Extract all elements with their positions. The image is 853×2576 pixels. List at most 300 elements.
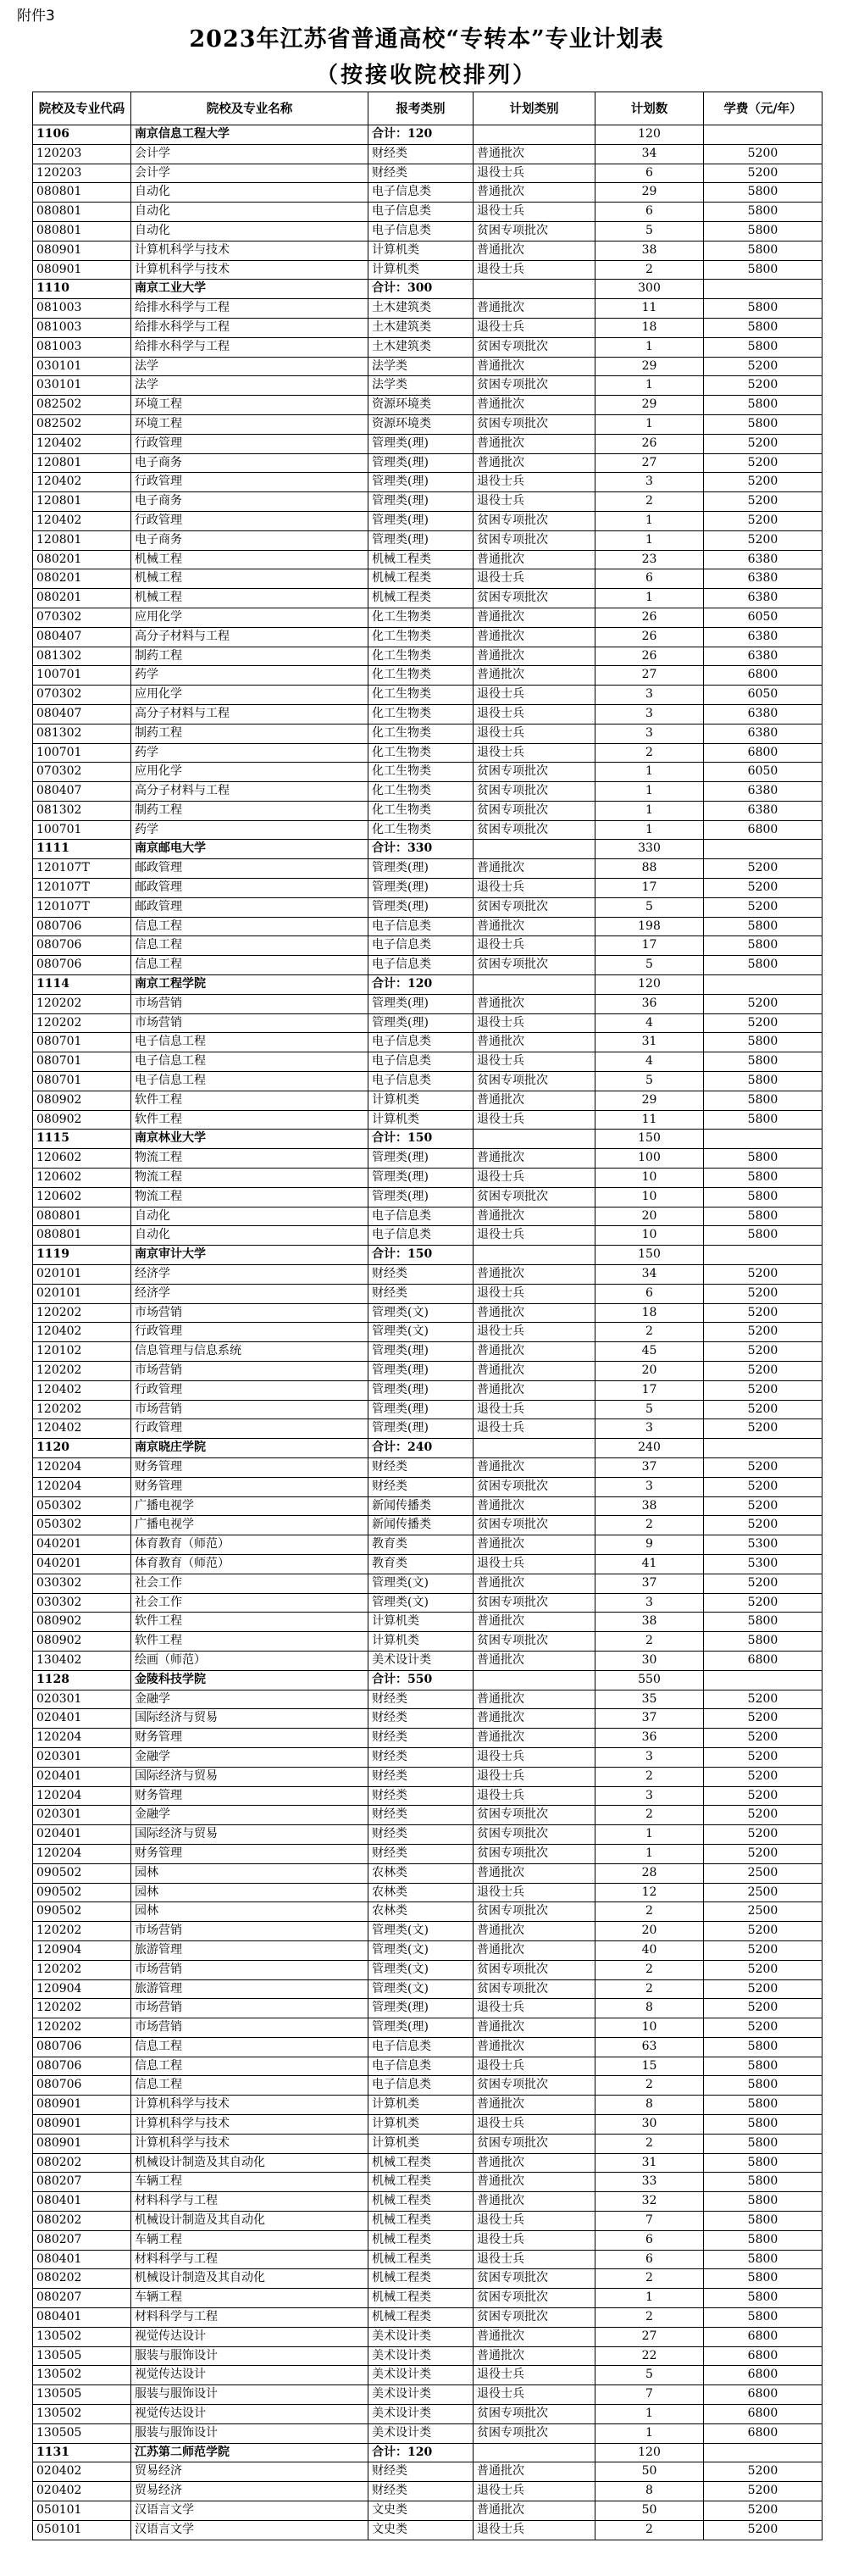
cell-name: 自动化 xyxy=(131,1207,368,1226)
cell-plan-count: 31 xyxy=(595,1033,704,1052)
cell-tuition: 5200 xyxy=(704,164,823,183)
cell-plan-type: 贫困专项批次 xyxy=(474,2423,595,2443)
cell-name: 材料科学与工程 xyxy=(131,2250,368,2269)
cell-name: 南京信息工程大学 xyxy=(131,125,368,145)
table-row xyxy=(33,724,823,743)
cell-name: 物流工程 xyxy=(131,1187,368,1207)
cell-code: 120204 xyxy=(33,1729,131,1748)
cell-tuition: 5800 xyxy=(704,2269,823,2289)
table-row xyxy=(33,164,823,183)
cell-plan-count: 41 xyxy=(595,1554,704,1574)
table-row xyxy=(33,1922,823,1941)
table-row xyxy=(33,376,823,396)
cell-tuition: 5200 xyxy=(704,1786,823,1806)
cell-category: 合计：240 xyxy=(368,1439,474,1458)
cell-name: 自动化 xyxy=(131,1226,368,1246)
cell-code: 080706 xyxy=(33,2057,131,2076)
cell-plan-count: 29 xyxy=(595,396,704,415)
cell-tuition: 5200 xyxy=(704,453,823,473)
table-row xyxy=(33,260,823,280)
cell-plan-count: 35 xyxy=(595,1690,704,1709)
cell-category: 电子信息类 xyxy=(368,1033,474,1052)
cell-category: 化工生物类 xyxy=(368,608,474,627)
cell-plan-type: 退役士兵 xyxy=(474,2520,595,2540)
cell-tuition: 5200 xyxy=(704,1729,823,1748)
table-row xyxy=(33,2192,823,2212)
cell-category: 合计：120 xyxy=(368,975,474,995)
cell-category: 电子信息类 xyxy=(368,2057,474,2076)
table-row xyxy=(33,1207,823,1226)
cell-code: 080401 xyxy=(33,2192,131,2212)
cell-plan-type: 普通批次 xyxy=(474,1863,595,1883)
table-row xyxy=(33,2250,823,2269)
cell-name: 电子商务 xyxy=(131,453,368,473)
header-name: 院校及专业名称 xyxy=(131,92,368,125)
cell-code: 080902 xyxy=(33,1091,131,1110)
cell-code: 080207 xyxy=(33,2289,131,2308)
cell-category: 财经类 xyxy=(368,2462,474,2482)
table-row xyxy=(33,2057,823,2076)
cell-plan-count: 8 xyxy=(595,2096,704,2115)
cell-name: 机械设计制造及其自动化 xyxy=(131,2212,368,2231)
cell-name: 南京晓庄学院 xyxy=(131,1439,368,1458)
cell-plan-count: 3 xyxy=(595,1747,704,1767)
cell-code: 050101 xyxy=(33,2520,131,2540)
cell-plan-type: 普通批次 xyxy=(474,396,595,415)
cell-name: 自动化 xyxy=(131,203,368,222)
cell-name: 国际经济与贸易 xyxy=(131,1767,368,1786)
cell-name: 服装与服饰设计 xyxy=(131,2346,368,2366)
cell-tuition xyxy=(704,1439,823,1458)
cell-category: 机械工程类 xyxy=(368,569,474,589)
cell-code: 080801 xyxy=(33,1226,131,1246)
cell-plan-type: 贫困专项批次 xyxy=(474,1516,595,1535)
cell-code: 070302 xyxy=(33,686,131,705)
cell-plan-count: 32 xyxy=(595,2192,704,2212)
cell-tuition: 6380 xyxy=(704,704,823,724)
cell-name: 行政管理 xyxy=(131,1419,368,1439)
cell-name: 计算机科学与技术 xyxy=(131,241,368,260)
cell-name: 绘画（师范） xyxy=(131,1651,368,1670)
cell-plan-type: 普通批次 xyxy=(474,1729,595,1748)
cell-tuition: 5800 xyxy=(704,2134,823,2153)
cell-code: 120204 xyxy=(33,1844,131,1863)
table-row xyxy=(33,897,823,917)
cell-tuition: 5200 xyxy=(704,1496,823,1516)
cell-name: 信息工程 xyxy=(131,2076,368,2096)
table-row xyxy=(33,1091,823,1110)
cell-code: 080902 xyxy=(33,1613,131,1632)
cell-code: 081302 xyxy=(33,647,131,666)
table-row xyxy=(33,801,823,820)
cell-code: 020101 xyxy=(33,1265,131,1285)
cell-category: 计算机类 xyxy=(368,1110,474,1130)
cell-plan-type: 普通批次 xyxy=(474,1149,595,1169)
cell-plan-count: 5 xyxy=(595,2366,704,2385)
cell-name: 园林 xyxy=(131,1883,368,1902)
cell-category: 电子信息类 xyxy=(368,203,474,222)
cell-plan-count: 11 xyxy=(595,299,704,319)
cell-name: 南京工程学院 xyxy=(131,975,368,995)
cell-name: 软件工程 xyxy=(131,1613,368,1632)
table-row xyxy=(33,1033,823,1052)
cell-plan-type: 普通批次 xyxy=(474,2037,595,2057)
cell-name: 行政管理 xyxy=(131,434,368,453)
cell-code: 020402 xyxy=(33,2462,131,2482)
cell-category: 管理类(理) xyxy=(368,530,474,550)
cell-plan-count: 2 xyxy=(595,1323,704,1342)
cell-category: 管理类(理) xyxy=(368,1342,474,1362)
cell-tuition: 5200 xyxy=(704,1323,823,1342)
cell-plan-count: 2 xyxy=(595,2520,704,2540)
cell-name: 给排水科学与工程 xyxy=(131,299,368,319)
cell-category: 管理类(理) xyxy=(368,1149,474,1169)
table-row xyxy=(33,956,823,975)
cell-code: 120202 xyxy=(33,1013,131,1033)
cell-name: 信息工程 xyxy=(131,936,368,956)
cell-plan-type: 退役士兵 xyxy=(474,1169,595,1188)
cell-plan-type: 普通批次 xyxy=(474,1033,595,1052)
cell-category: 管理类(理) xyxy=(368,1380,474,1400)
cell-code: 080201 xyxy=(33,550,131,569)
cell-code: 120801 xyxy=(33,492,131,512)
cell-plan-count: 1 xyxy=(595,511,704,530)
cell-tuition: 5800 xyxy=(704,318,823,337)
cell-category: 合计：150 xyxy=(368,1246,474,1265)
cell-plan-count: 120 xyxy=(595,125,704,145)
table-row xyxy=(33,2212,823,2231)
cell-plan-count: 198 xyxy=(595,917,704,936)
cell-plan-type: 普通批次 xyxy=(474,299,595,319)
cell-tuition: 5200 xyxy=(704,1362,823,1381)
cell-plan-type: 贫困专项批次 xyxy=(474,1477,595,1496)
table-row xyxy=(33,1863,823,1883)
cell-tuition: 6800 xyxy=(704,666,823,686)
cell-category: 电子信息类 xyxy=(368,917,474,936)
table-row xyxy=(33,2269,823,2289)
cell-name: 社会工作 xyxy=(131,1574,368,1593)
header-code: 院校及专业代码 xyxy=(33,92,131,125)
cell-code: 080202 xyxy=(33,2212,131,2231)
cell-plan-type: 普通批次 xyxy=(474,2096,595,2115)
cell-tuition: 5200 xyxy=(704,2501,823,2521)
cell-category: 管理类(理) xyxy=(368,473,474,492)
cell-code: 080207 xyxy=(33,2230,131,2250)
cell-category: 教育类 xyxy=(368,1535,474,1555)
cell-plan-type: 贫困专项批次 xyxy=(474,376,595,396)
cell-category: 电子信息类 xyxy=(368,1207,474,1226)
cell-name: 软件工程 xyxy=(131,1091,368,1110)
cell-tuition: 5200 xyxy=(704,2520,823,2540)
cell-plan-count: 37 xyxy=(595,1457,704,1477)
school-total-row xyxy=(33,125,823,145)
cell-category: 管理类(理) xyxy=(368,2018,474,2038)
cell-code: 120602 xyxy=(33,1149,131,1169)
table-row xyxy=(33,1844,823,1863)
cell-plan-type: 退役士兵 xyxy=(474,1883,595,1902)
table-row xyxy=(33,473,823,492)
table-row xyxy=(33,2289,823,2308)
table-row xyxy=(33,2327,823,2346)
table-row xyxy=(33,1613,823,1632)
cell-category: 计算机类 xyxy=(368,1613,474,1632)
table-row xyxy=(33,1767,823,1786)
table-row xyxy=(33,1979,823,1999)
cell-category: 财经类 xyxy=(368,2482,474,2501)
cell-tuition: 5800 xyxy=(704,1091,823,1110)
cell-name: 园林 xyxy=(131,1902,368,1922)
cell-category: 化工生物类 xyxy=(368,743,474,763)
cell-name: 法学 xyxy=(131,376,368,396)
cell-code: 080207 xyxy=(33,2173,131,2192)
cell-tuition: 5200 xyxy=(704,1380,823,1400)
cell-code: 1106 xyxy=(33,125,131,145)
cell-code: 050101 xyxy=(33,2501,131,2521)
cell-tuition: 5300 xyxy=(704,1535,823,1555)
cell-code: 120102 xyxy=(33,1342,131,1362)
cell-category: 新闻传播类 xyxy=(368,1496,474,1516)
table-row xyxy=(33,2520,823,2540)
cell-plan-count: 120 xyxy=(595,2443,704,2462)
cell-name: 应用化学 xyxy=(131,686,368,705)
cell-tuition: 5800 xyxy=(704,183,823,203)
cell-plan-type: 退役士兵 xyxy=(474,1400,595,1419)
cell-code: 130502 xyxy=(33,2405,131,2424)
table-row xyxy=(33,1226,823,1246)
cell-name: 视觉传达设计 xyxy=(131,2366,368,2385)
cell-code: 080202 xyxy=(33,2153,131,2173)
cell-plan-type: 退役士兵 xyxy=(474,2212,595,2231)
cell-category: 电子信息类 xyxy=(368,183,474,203)
cell-tuition: 5200 xyxy=(704,1940,823,1960)
cell-category: 机械工程类 xyxy=(368,2212,474,2231)
cell-plan-type: 退役士兵 xyxy=(474,1013,595,1033)
cell-tuition: 5800 xyxy=(704,1110,823,1130)
cell-plan-count: 2 xyxy=(595,2308,704,2328)
cell-category: 美术设计类 xyxy=(368,1651,474,1670)
cell-code: 120801 xyxy=(33,530,131,550)
cell-tuition: 2500 xyxy=(704,1902,823,1922)
cell-category: 管理类(理) xyxy=(368,1419,474,1439)
cell-code: 050302 xyxy=(33,1516,131,1535)
cell-tuition: 5200 xyxy=(704,357,823,376)
cell-category: 管理类(理) xyxy=(368,492,474,512)
table-row xyxy=(33,1593,823,1613)
cell-name: 金融学 xyxy=(131,1806,368,1825)
cell-plan-type: 退役士兵 xyxy=(474,879,595,898)
cell-plan-count: 4 xyxy=(595,1013,704,1033)
cell-plan-type: 普通批次 xyxy=(474,357,595,376)
cell-name: 财务管理 xyxy=(131,1477,368,1496)
table-row xyxy=(33,2482,823,2501)
cell-code: 080401 xyxy=(33,2308,131,2328)
cell-name: 信息工程 xyxy=(131,917,368,936)
cell-plan-type: 退役士兵 xyxy=(474,1786,595,1806)
table-row xyxy=(33,666,823,686)
table-row xyxy=(33,2173,823,2192)
cell-plan-count: 3 xyxy=(595,1477,704,1496)
cell-plan-count: 38 xyxy=(595,241,704,260)
cell-plan-type: 退役士兵 xyxy=(474,1110,595,1130)
cell-plan-type: 贫困专项批次 xyxy=(474,956,595,975)
cell-name: 会计学 xyxy=(131,144,368,164)
cell-tuition: 6800 xyxy=(704,2346,823,2366)
cell-name: 环境工程 xyxy=(131,396,368,415)
cell-category: 管理类(文) xyxy=(368,1979,474,1999)
cell-name: 广播电视学 xyxy=(131,1496,368,1516)
cell-code: 120107T xyxy=(33,897,131,917)
cell-tuition: 5200 xyxy=(704,1844,823,1863)
cell-name: 邮政管理 xyxy=(131,859,368,879)
cell-category: 管理类(文) xyxy=(368,1323,474,1342)
cell-tuition: 6380 xyxy=(704,724,823,743)
cell-code: 120204 xyxy=(33,1477,131,1496)
cell-category: 管理类(理) xyxy=(368,994,474,1013)
cell-code: 120202 xyxy=(33,994,131,1013)
cell-plan-count: 2 xyxy=(595,2269,704,2289)
cell-category: 新闻传播类 xyxy=(368,1516,474,1535)
cell-tuition: 6380 xyxy=(704,782,823,802)
cell-plan-count: 5 xyxy=(595,1072,704,1091)
cell-plan-type: 贫困专项批次 xyxy=(474,2269,595,2289)
table-row xyxy=(33,569,823,589)
cell-plan-type: 退役士兵 xyxy=(474,164,595,183)
cell-tuition: 5800 xyxy=(704,2057,823,2076)
cell-code: 120202 xyxy=(33,1999,131,2018)
cell-plan-count: 50 xyxy=(595,2462,704,2482)
cell-plan-count: 2 xyxy=(595,492,704,512)
table-row xyxy=(33,1632,823,1652)
cell-tuition: 6380 xyxy=(704,569,823,589)
cell-plan-count: 1 xyxy=(595,337,704,357)
cell-category: 化工生物类 xyxy=(368,686,474,705)
cell-category: 美术设计类 xyxy=(368,2346,474,2366)
table-row xyxy=(33,1825,823,1845)
cell-plan-count: 2 xyxy=(595,2076,704,2096)
school-total-row xyxy=(33,840,823,859)
cell-code: 080901 xyxy=(33,2115,131,2135)
cell-category: 机械工程类 xyxy=(368,2192,474,2212)
cell-tuition: 5200 xyxy=(704,1516,823,1535)
cell-tuition: 5200 xyxy=(704,1999,823,2018)
cell-tuition: 5800 xyxy=(704,1632,823,1652)
cell-tuition: 5200 xyxy=(704,1574,823,1593)
cell-name: 电子信息工程 xyxy=(131,1052,368,1072)
cell-tuition: 5200 xyxy=(704,1825,823,1845)
cell-tuition: 2500 xyxy=(704,1883,823,1902)
cell-category: 财经类 xyxy=(368,1690,474,1709)
cell-name: 制药工程 xyxy=(131,801,368,820)
cell-code: 090502 xyxy=(33,1902,131,1922)
cell-category: 美术设计类 xyxy=(368,2385,474,2405)
cell-plan-type: 贫困专项批次 xyxy=(474,530,595,550)
cell-category: 财经类 xyxy=(368,164,474,183)
cell-tuition: 5800 xyxy=(704,936,823,956)
cell-plan-count: 29 xyxy=(595,357,704,376)
cell-name: 电子信息工程 xyxy=(131,1072,368,1091)
cell-code: 080901 xyxy=(33,2134,131,2153)
cell-tuition: 5200 xyxy=(704,994,823,1013)
page-subtitle: （按接收院校排列） xyxy=(315,63,537,88)
cell-plan-type: 退役士兵 xyxy=(474,260,595,280)
cell-name: 广播电视学 xyxy=(131,1516,368,1535)
cell-plan-count: 1 xyxy=(595,2405,704,2424)
cell-category: 美术设计类 xyxy=(368,2405,474,2424)
cell-tuition: 5200 xyxy=(704,511,823,530)
cell-tuition: 5200 xyxy=(704,1767,823,1786)
cell-category: 管理类(文) xyxy=(368,1303,474,1323)
cell-tuition: 5800 xyxy=(704,2096,823,2115)
cell-tuition: 6050 xyxy=(704,608,823,627)
cell-name: 金融学 xyxy=(131,1690,368,1709)
cell-plan-type: 退役士兵 xyxy=(474,2366,595,2385)
cell-category: 财经类 xyxy=(368,1709,474,1729)
cell-name: 电子商务 xyxy=(131,530,368,550)
cell-code: 080706 xyxy=(33,917,131,936)
table-row xyxy=(33,1516,823,1535)
table-row xyxy=(33,936,823,956)
cell-name: 国际经济与贸易 xyxy=(131,1709,368,1729)
cell-plan-type: 普通批次 xyxy=(474,183,595,203)
cell-name: 金陵科技学院 xyxy=(131,1670,368,1690)
cell-name: 体育教育（师范） xyxy=(131,1535,368,1555)
cell-tuition: 5800 xyxy=(704,2192,823,2212)
cell-code: 080407 xyxy=(33,782,131,802)
cell-plan-type: 普通批次 xyxy=(474,1091,595,1110)
cell-plan-type: 普通批次 xyxy=(474,608,595,627)
cell-name: 市场营销 xyxy=(131,1400,368,1419)
cell-plan-type: 贫困专项批次 xyxy=(474,511,595,530)
cell-plan-type: 普通批次 xyxy=(474,647,595,666)
cell-category: 化工生物类 xyxy=(368,666,474,686)
cell-code: 120602 xyxy=(33,1187,131,1207)
cell-category: 财经类 xyxy=(368,1457,474,1477)
cell-tuition: 5200 xyxy=(704,897,823,917)
cell-category: 文史类 xyxy=(368,2520,474,2540)
table-row xyxy=(33,1786,823,1806)
cell-plan-count: 10 xyxy=(595,1187,704,1207)
cell-plan-count: 63 xyxy=(595,2037,704,2057)
cell-tuition: 5800 xyxy=(704,1052,823,1072)
cell-code: 080706 xyxy=(33,956,131,975)
cell-tuition: 5200 xyxy=(704,1265,823,1285)
cell-name: 计算机科学与技术 xyxy=(131,260,368,280)
cell-code: 030101 xyxy=(33,357,131,376)
cell-plan-type: 普通批次 xyxy=(474,2018,595,2038)
cell-tuition: 5800 xyxy=(704,1169,823,1188)
cell-name: 机械设计制造及其自动化 xyxy=(131,2269,368,2289)
cell-name: 视觉传达设计 xyxy=(131,2327,368,2346)
cell-category: 财经类 xyxy=(368,1477,474,1496)
cell-plan-type: 普通批次 xyxy=(474,2501,595,2521)
cell-name: 物流工程 xyxy=(131,1169,368,1188)
cell-plan-count: 1 xyxy=(595,376,704,396)
cell-tuition: 5800 xyxy=(704,2153,823,2173)
cell-name: 机械工程 xyxy=(131,569,368,589)
cell-plan-count: 1 xyxy=(595,782,704,802)
table-header-row xyxy=(33,92,823,125)
cell-plan-type: 普通批次 xyxy=(474,144,595,164)
cell-category: 电子信息类 xyxy=(368,2037,474,2057)
table-row xyxy=(33,241,823,260)
cell-plan-count: 2 xyxy=(595,1806,704,1825)
cell-plan-type: 退役士兵 xyxy=(474,724,595,743)
cell-code: 082502 xyxy=(33,414,131,434)
cell-code: 120402 xyxy=(33,1380,131,1400)
cell-code: 080901 xyxy=(33,260,131,280)
cell-plan-type: 退役士兵 xyxy=(474,1999,595,2018)
cell-name: 国际经济与贸易 xyxy=(131,1825,368,1845)
